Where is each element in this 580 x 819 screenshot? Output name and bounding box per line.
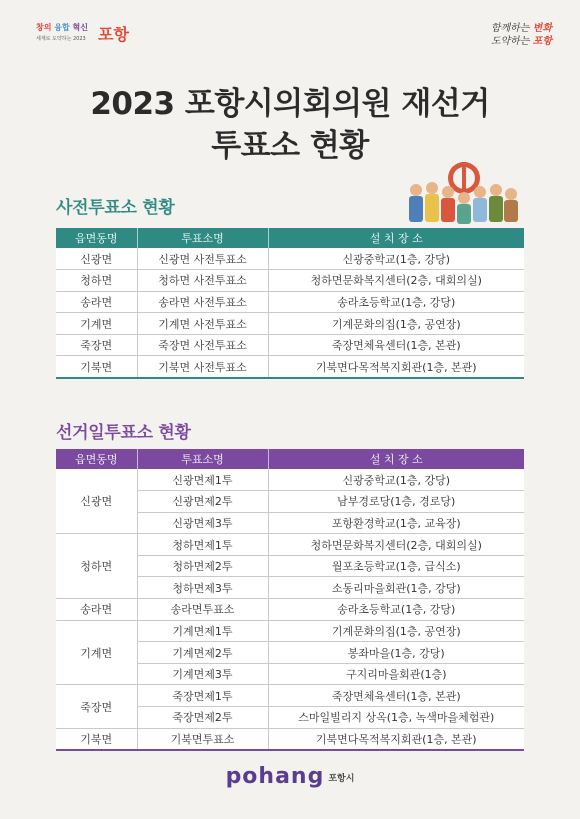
election-day-section-title: 선거일투표소 현황 xyxy=(56,423,191,443)
table-row xyxy=(56,356,524,378)
cell-station: 청하면 사전투표소 xyxy=(137,270,268,292)
table-row xyxy=(56,270,524,292)
cell-station: 기북면 사전투표소 xyxy=(137,356,268,378)
table-row xyxy=(56,620,524,642)
page-title-line-2: 투표소 현황 xyxy=(211,128,369,164)
cell-location: 신광중학교(1층, 강당) xyxy=(268,469,524,491)
cell-location: 남부경로당(1층, 경로당) xyxy=(268,491,524,513)
early-voting-table xyxy=(56,228,524,379)
cell-location: 송라초등학교(1층, 강당) xyxy=(268,599,524,621)
motto-line-1-prefix: 함께하는 xyxy=(490,23,530,34)
city-slogan-logo xyxy=(36,22,146,42)
table-row xyxy=(56,248,524,270)
motto-line-1-accent: 변화 xyxy=(532,23,552,34)
table-row xyxy=(56,313,524,335)
cell-district: 신광면 xyxy=(56,248,137,270)
motto-line-1 xyxy=(462,22,552,35)
cell-location: 청하면문화복지센터(2층, 대회의실) xyxy=(268,534,524,556)
cell-station: 송라면 사전투표소 xyxy=(137,291,268,313)
cell-location: 기계문화의집(1층, 공연장) xyxy=(268,620,524,642)
header-station: 투표소명 xyxy=(137,449,268,469)
cell-location: 월포초등학교(1층, 급식소) xyxy=(268,555,524,577)
cell-station: 신광면제2투 xyxy=(137,491,268,513)
cell-location: 기계문화의집(1층, 공연장) xyxy=(268,313,524,335)
table-header-row xyxy=(56,449,524,469)
cell-station: 기계면제2투 xyxy=(137,642,268,664)
cell-location: 죽장면체육센터(1층, 본관) xyxy=(268,334,524,356)
motto-line-2-accent: 포항 xyxy=(532,36,552,47)
cell-district: 송라면 xyxy=(56,291,137,313)
table-row xyxy=(56,291,524,313)
cell-station: 기북면투표소 xyxy=(137,728,268,750)
cell-location: 스마일빌리지 상옥(1층, 녹색마을체험관) xyxy=(268,707,524,729)
cell-station: 청하면제3투 xyxy=(137,577,268,599)
cell-location: 소동리마을회관(1층, 강당) xyxy=(268,577,524,599)
cell-district: 죽장면 xyxy=(56,334,137,356)
cell-district: 청하면 xyxy=(56,534,137,599)
cell-district: 죽장면 xyxy=(56,685,137,728)
cell-location: 기북면다목적복지회관(1층, 본관) xyxy=(268,356,524,378)
cell-station: 청하면제2투 xyxy=(137,555,268,577)
motto-line-2 xyxy=(462,35,552,48)
cell-location: 봉좌마을(1층, 강당) xyxy=(268,642,524,664)
pohang-city-logo xyxy=(0,764,580,789)
cell-station: 신광면제3투 xyxy=(137,512,268,534)
header-location: 설 치 장 소 xyxy=(268,449,524,469)
header-station: 투표소명 xyxy=(137,228,268,248)
cell-location: 기북면다목적복지회관(1층, 본관) xyxy=(268,728,524,750)
cell-district: 청하면 xyxy=(56,270,137,292)
cell-location: 송라초등학교(1층, 강당) xyxy=(268,291,524,313)
slogan-brand: 포항 xyxy=(98,25,129,44)
header-district: 읍면동명 xyxy=(56,449,137,469)
early-voting-section-title: 사전투표소 현황 xyxy=(56,198,175,218)
cell-district: 송라면 xyxy=(56,599,137,621)
cell-station: 기계면제3투 xyxy=(137,663,268,685)
cell-district: 기북면 xyxy=(56,356,137,378)
logo-word: pohang xyxy=(225,764,325,789)
cell-location: 포항환경학교(1층, 교육장) xyxy=(268,512,524,534)
table-row xyxy=(56,469,524,491)
cell-station: 기계면제1투 xyxy=(137,620,268,642)
cell-location: 청하면문화복지센터(2층, 대회의실) xyxy=(268,270,524,292)
cell-station: 송라면투표소 xyxy=(137,599,268,621)
table-row xyxy=(56,334,524,356)
cell-station: 죽장면제1투 xyxy=(137,685,268,707)
cell-station: 기계면 사전투표소 xyxy=(137,313,268,335)
cell-district: 기북면 xyxy=(56,728,137,750)
logo-sub: 포항시 xyxy=(328,774,355,784)
header-location: 설 치 장 소 xyxy=(268,228,524,248)
slogan-word-3: 혁신 xyxy=(72,23,88,32)
slogan-subline: 세계로 도약하는 2023 xyxy=(36,36,86,42)
slogan-word-1: 창의 xyxy=(36,23,52,32)
slogan-words xyxy=(36,22,146,33)
cell-station: 청하면제1투 xyxy=(137,534,268,556)
table-row xyxy=(56,599,524,621)
cell-district: 기계면 xyxy=(56,313,137,335)
cell-station: 죽장면제2투 xyxy=(137,707,268,729)
table-row xyxy=(56,534,524,556)
people-with-victory-sign-illustration xyxy=(402,152,522,232)
election-day-table xyxy=(56,449,524,751)
cell-station: 신광면 사전투표소 xyxy=(137,248,268,270)
cell-station: 죽장면 사전투표소 xyxy=(137,334,268,356)
cell-district: 기계면 xyxy=(56,620,137,685)
cell-location: 구지리마을회관(1층) xyxy=(268,663,524,685)
cell-station: 신광면제1투 xyxy=(137,469,268,491)
header-district: 읍면동명 xyxy=(56,228,137,248)
cell-location: 신광중학교(1층, 강당) xyxy=(268,248,524,270)
slogan-word-2: 융합 xyxy=(54,23,70,32)
page-title-line-1: 2023 포항시의회의원 재선거 xyxy=(90,86,490,122)
cell-location: 죽장면체육센터(1층, 본관) xyxy=(268,685,524,707)
table-row xyxy=(56,685,524,707)
table-header-row xyxy=(56,228,524,248)
city-motto xyxy=(462,22,552,48)
motto-line-2-prefix: 도약하는 xyxy=(490,36,530,47)
table-row xyxy=(56,728,524,750)
cell-district: 신광면 xyxy=(56,469,137,534)
